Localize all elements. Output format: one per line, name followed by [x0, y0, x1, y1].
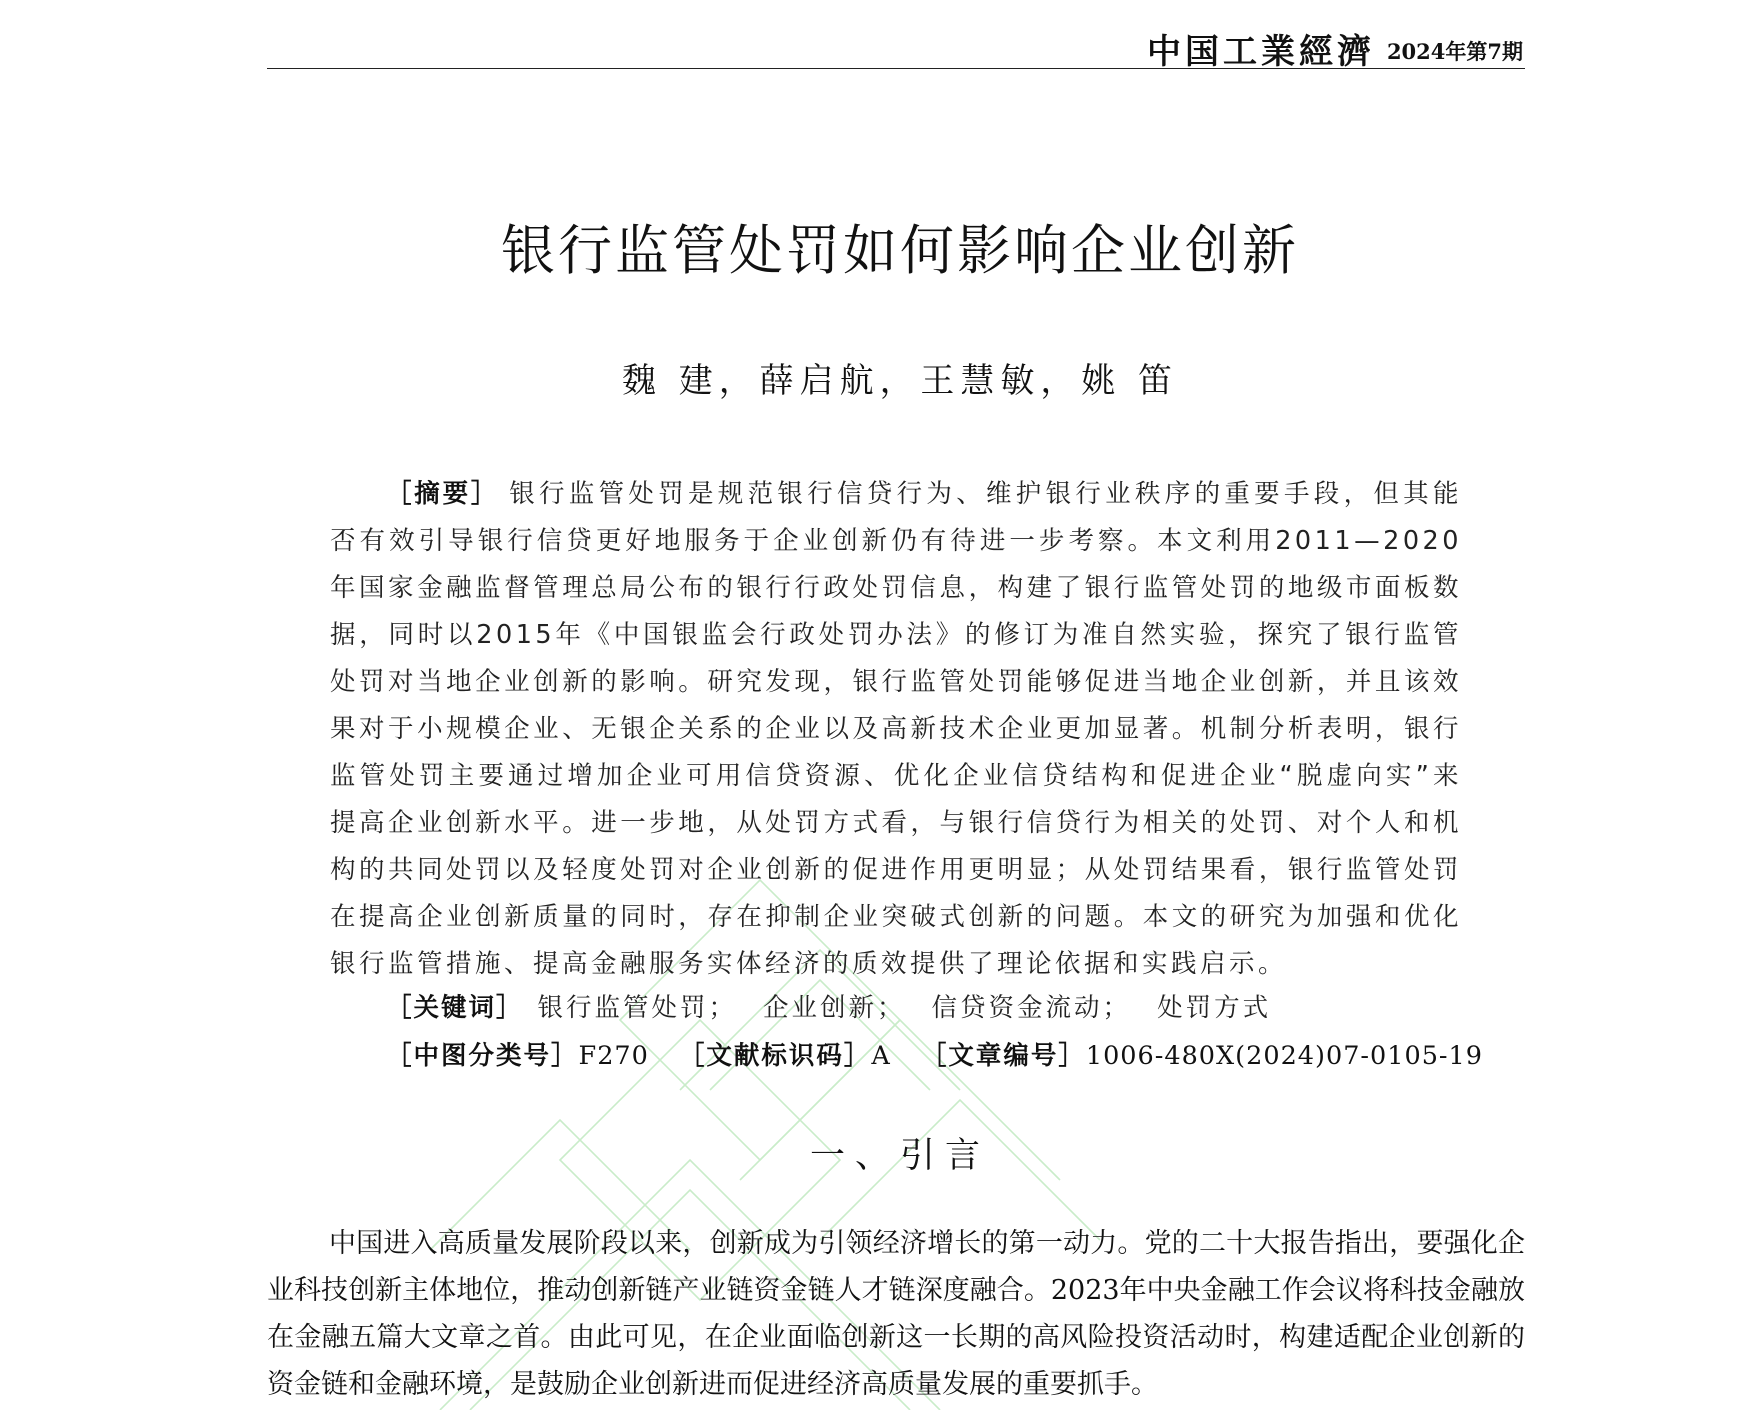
article-number-value: 1006-480X(2024)07-0105-19: [1085, 1041, 1483, 1071]
running-header: [267, 24, 1525, 72]
keyword: 银行监管处罚；: [537, 993, 738, 1023]
issue-number: 2024年第7期: [1386, 39, 1523, 64]
clc-label: ［中图分类号］: [386, 1041, 579, 1071]
abstract-text: 银行监管处罚是规范银行信贷行为、维护银行业秩序的重要手段，但其能否有效引导银行信贷更好地服务于企业创新仍有待进一步考察。本文利用2011—2020年国家金融监督管理总局公布的银行行政处罚信息，构建了银行监管处罚的地级市面板数据，同时以2015年《中国银监会行政处罚办法》的修订为准自然实验，探究了银行监管处罚对当地企业创新的影响。研究发现，银行监管处罚能够促进当地企业创新，并且该效果对于小规模企业、无银企关系的企业以及高新技术企业更加显著。机制分析表明，银行监管处罚主要通过增加企业可用信贷资源、优化企业信贷结构和促进企业“脱虚向实”来提高企业创新水平。进一步地，从处罚方式看，与银行信贷行为相关的处罚、对个人和机构的共同处罚以及轻度处罚对企业创新的促进作用更明显；从处罚结果看，银行监管处罚在提高企业创新质量的同时，存在抑制企业突破式创新的问题。本文的研究为加强和优化银行监管措施、提高金融服务实体经济的质效提供了理论依据和实践启示。: [330, 479, 1462, 979]
article-number-label: ［文章编号］: [920, 1041, 1086, 1071]
author-list: 魏 建， 薛启航， 王慧敏， 姚 笛: [0, 353, 1746, 402]
classification-line: [386, 1036, 1513, 1072]
author: 王慧敏: [920, 361, 1041, 401]
author: 薛启航: [759, 361, 880, 401]
doc-code-label: ［文献标识码］: [678, 1041, 872, 1071]
author: 姚 笛: [1081, 361, 1179, 401]
journal-name: 中国工業經濟: [1147, 32, 1375, 72]
clc-value: F270: [578, 1041, 649, 1071]
section-heading: 一、引言: [809, 1136, 990, 1176]
doc-code-value: A: [871, 1041, 891, 1071]
keywords: [386, 988, 1297, 1024]
author: 魏 建: [621, 361, 719, 401]
keyword: 处罚方式: [1157, 993, 1272, 1023]
keyword: 信贷资金流动；: [931, 993, 1132, 1023]
paper-title: 银行监管处罚如何影响企业创新: [501, 219, 1299, 282]
keyword: 企业创新；: [763, 993, 906, 1023]
keywords-label: ［关键词］: [386, 993, 524, 1023]
abstract-label: ［摘要］: [386, 479, 500, 509]
body-paragraph: 中国进入高质量发展阶段以来，创新成为引领经济增长的第一动力。党的二十大报告指出，要强化企业科技创新主体地位，推动创新链产业链资金链人才链深度融合。2023年中央金融工作会议将科技金融放在金融五篇大文章之首。由此可见，在企业面临创新这一长期的高风险投资活动时，构建适配企业创新的资金链和金融环境，是鼓励企业创新进而促进经济高质量发展的重要抓手。: [267, 1228, 1525, 1400]
abstract: [330, 471, 1462, 988]
